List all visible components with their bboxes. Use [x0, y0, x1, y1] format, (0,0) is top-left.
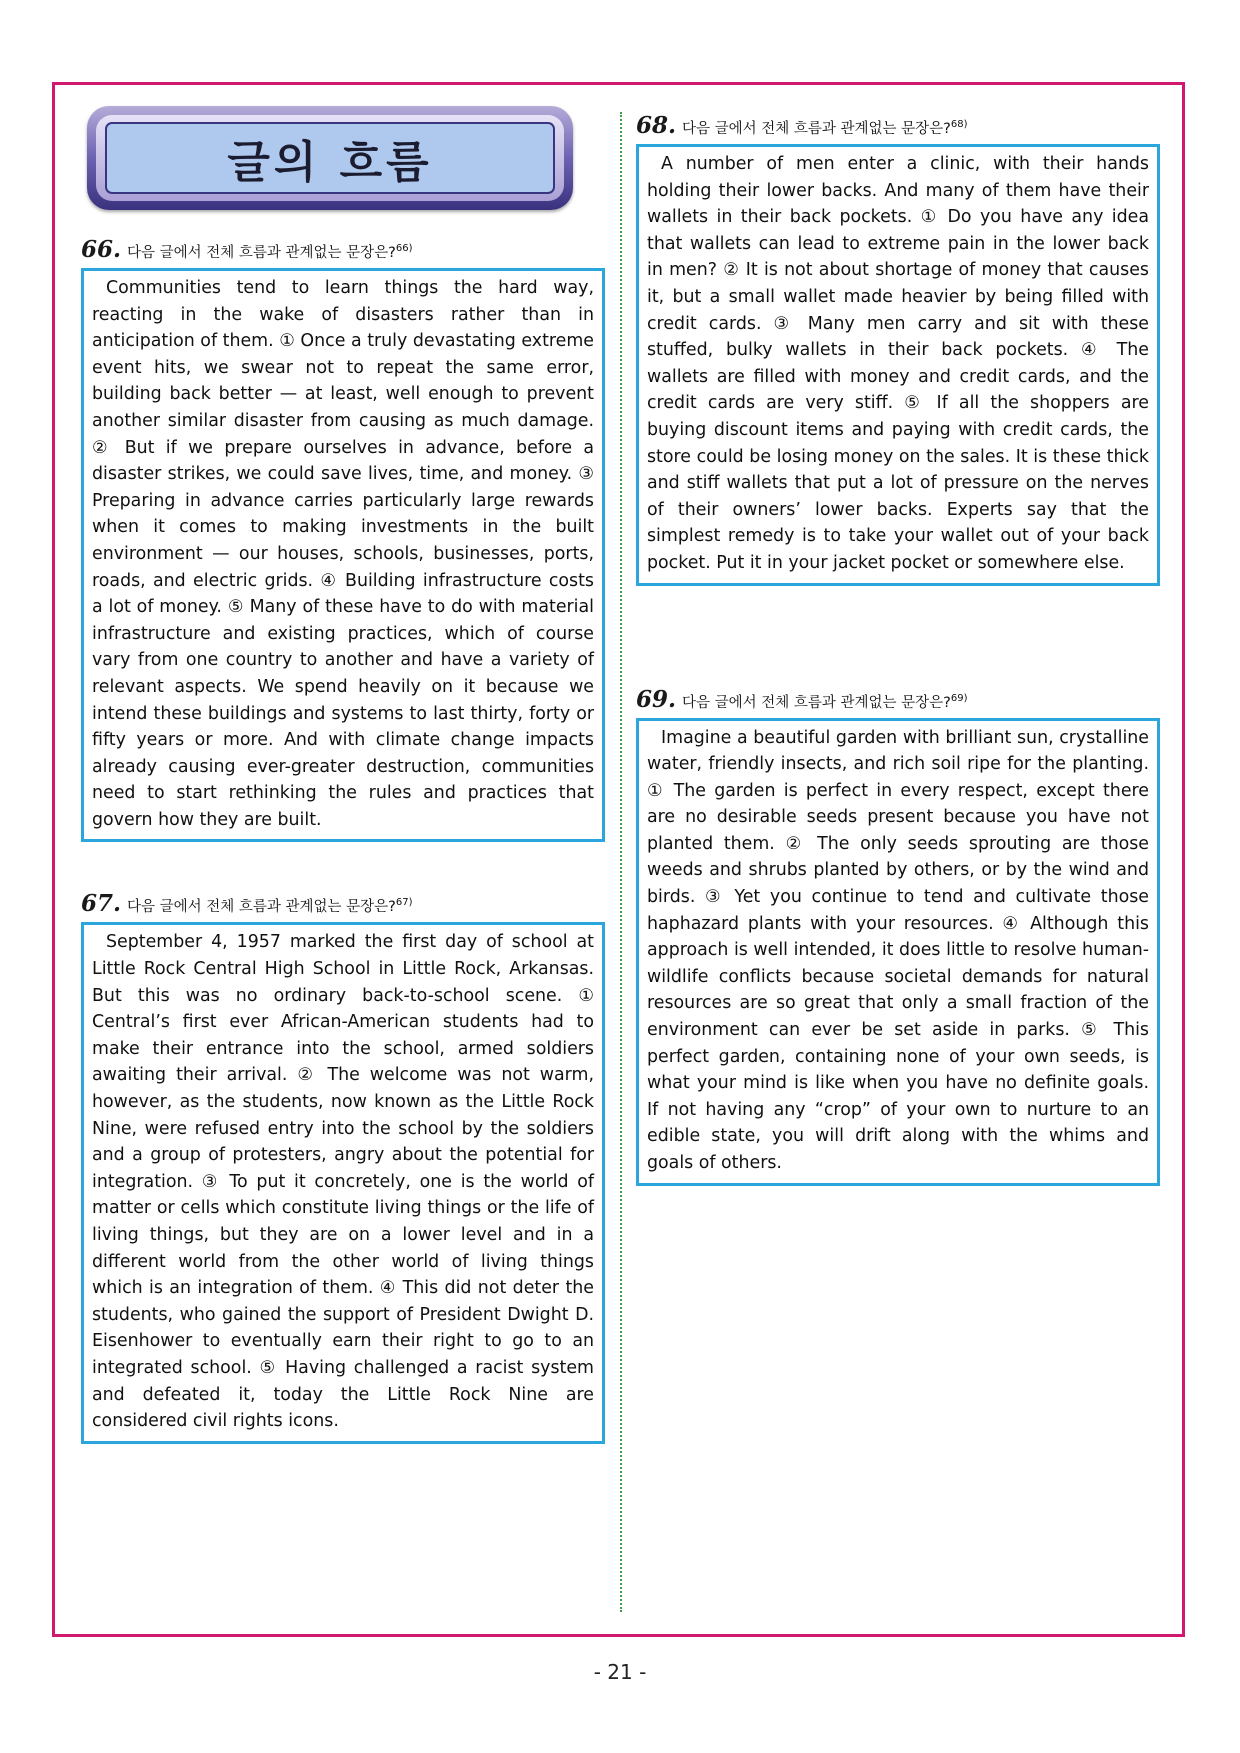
question-68	[636, 112, 1160, 586]
footnote-marker: 68)	[950, 119, 968, 131]
section-title: 글의 흐름	[227, 137, 433, 188]
passage-box	[636, 718, 1160, 1186]
left-column	[81, 106, 605, 1484]
passage-text: September 4, 1957 marked the first day of school at Little Rock Central High School in Little Rock, Arkansas. But this was no ordinary back-to-school scene. ① Central’s first ever African-American students had to make their entrance into the school, armed soldiers awaiting their arrival. ② The welcome was not warm, however, as the students, now known as the Little Rock Nine, were refused entry into the school by the soldiers and a group of protesters, angry about the potential for integration. ③ To put it concretely, one is the world of matter or cells which constitute living things or the life of living things, but they are on a lower level and in a different world from the other world of living things which is an integration of them. ④ This did not deter the students, who gained the support of President Dwight D. Eisenhower to eventually earn their right to go to an integrated school. ⑤ Having challenged a racist system and defeated it, today the Little Rock Nine are considered civil rights icons.	[92, 932, 594, 1432]
passage-text: A number of men enter a clinic, with their hands holding their lower backs. And many of them have their wallets in their back pockets. ① Do you have any idea that wallets can lead to extreme pain in the lower back in men? ② It is not about shortage of money that causes it, but a small wallet made heavier by being filled with credit cards. ③ Many men carry and sit with these stuffed, bulky wallets in their back pockets. ④ The wallets are filled with money and credit cards, and the credit cards are very stiff. ⑤ If all the shoppers are buying discount items and paying with credit cards, the store could be losing money on the sales. It is these thick and stiff wallets that put a lot of pressure on the nerves of their owners’ lower backs. Experts say that the simplest remedy is to take your wallet out of your back pocket. Put it in your jacket pocket or somewhere else.	[647, 154, 1149, 573]
question-67	[81, 890, 605, 1443]
passage-text: Communities tend to learn things the hard way, reacting in the wake of disasters rather than in anticipation of them. ① Once a truly devastating extreme event hits, we swear not to repeat the same error, building back better — at least, well enough to prevent another similar disaster from causing as much damage. ② But if we prepare ourselves in advance, before a disaster strikes, we could save lives, time, and money. ③ Preparing in advance carries particularly large rewards when it comes to making investments in the built environment — our houses, schools, businesses, ports, roads, and electric grids. ④ Building infrastructure costs a lot of money. ⑤ Many of these have to do with material infrastructure and existing practices, which of course vary from one country to another and have a variety of relevant aspects. We spend heavily on it because we intend these buildings and systems to last thirty, forty or fifty years or more. And with climate change impacts already causing ever-greater destruction, communities need to start rethinking the rules and practices that govern how they are built.	[92, 278, 594, 830]
question-66	[81, 236, 605, 842]
footnote-marker: 66)	[395, 243, 413, 255]
question-header	[636, 686, 1160, 716]
question-header	[636, 112, 1160, 142]
footnote-marker: 67)	[395, 897, 413, 909]
passage-text: Imagine a beautiful garden with brilliant sun, crystalline water, friendly insects, and rich soil ripe for the planting. ① The garden is perfect in every respect, except there are no desirable seeds present because you have not planted them. ② The only seeds sprouting are those weeds and shrubs planted by others, or by the wind and birds. ③ Yet you continue to tend and cultivate those haphazard plants with your resources. ④ Although this approach is well intended, it does little to resolve human-wildlife conflicts because societal demands for natural resources are so great that only a small fraction of the environment can ever be set aside in parks. ⑤ This perfect garden, containing none of your own seeds, is what your mind is like when you have no definite goals. If not having any “crop” of your own to nurture to an edible state, you will drift along with the whims and goals of others.	[647, 727, 1149, 1173]
question-prompt: 다음 글에서 전체 흐름과 관계없는 문장은?$^{68)}$	[682, 119, 968, 137]
question-number: 67.	[81, 890, 122, 918]
question-69	[636, 686, 1160, 1186]
footnote-marker: 69)	[950, 692, 968, 704]
right-column	[636, 112, 1160, 1226]
question-prompt: 다음 글에서 전체 흐름과 관계없는 문장은?$^{66)}$	[127, 243, 413, 261]
question-number: 69.	[636, 685, 677, 713]
question-prompt: 다음 글에서 전체 흐름과 관계없는 문장은?$^{67)}$	[127, 897, 413, 916]
passage-box	[81, 268, 605, 842]
passage-box	[636, 144, 1160, 586]
column-divider	[620, 112, 622, 1612]
passage-box	[81, 922, 605, 1443]
question-number: 66.	[81, 236, 122, 263]
section-banner	[87, 106, 573, 210]
page-number: - 21 -	[593, 1660, 647, 1684]
question-prompt: 다음 글에서 전체 흐름과 관계없는 문장은?$^{69)}$	[682, 692, 968, 711]
question-header	[81, 236, 605, 266]
question-header	[81, 890, 605, 920]
question-number: 68.	[636, 112, 677, 139]
